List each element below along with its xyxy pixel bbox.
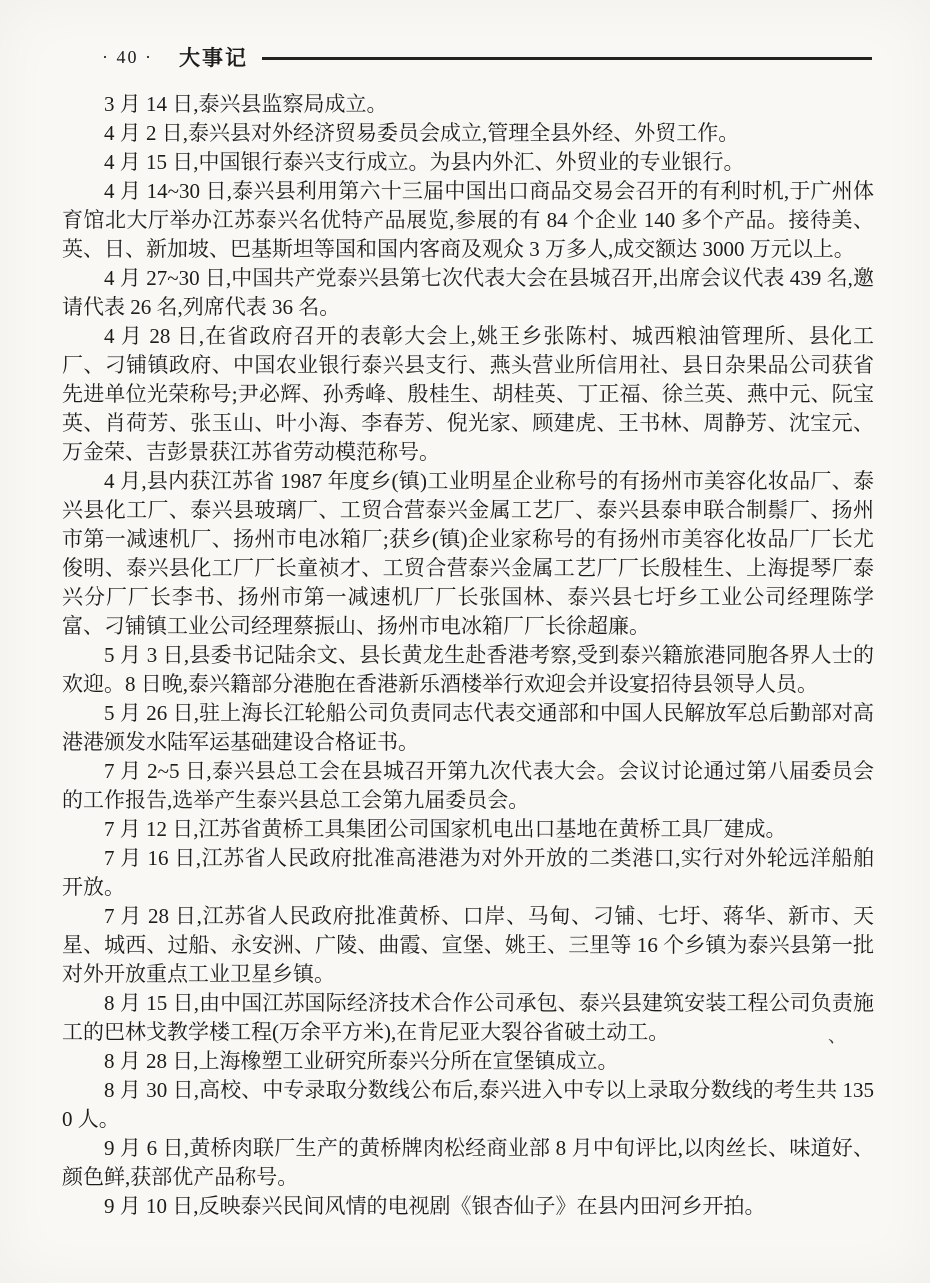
scan-artifact-mark: 、 (828, 1026, 846, 1046)
chronicle-paragraph: 4 月 15 日,中国银行泰兴支行成立。为县内外汇、外贸业的专业银行。 (104, 150, 745, 174)
chronicle-paragraph: 5 月 26 日,驻上海长江轮船公司负责同志代表交通部和中国人民解放军总后勤部对高港港颁发水陆军运基础建设合格证书。 (62, 701, 874, 754)
chronicle-paragraph: 9 月 6 日,黄桥肉联厂生产的黄桥牌肉松经商业部 8 月中旬评比,以肉丝长、味道好、颜色鲜,获部优产品称号。 (62, 1136, 874, 1189)
chronicle-paragraph: 7 月 16 日,江苏省人民政府批准高港港为对外开放的二类港口,实行对外轮远洋船舶开放。 (62, 846, 874, 899)
chronicle-paragraph: 7 月 12 日,江苏省黄桥工具集团公司国家机电出口基地在黄桥工具厂建成。 (104, 817, 787, 841)
chronicle-paragraph: 4 月 2 日,泰兴县对外经济贸易委员会成立,管理全县外经、外贸工作。 (104, 121, 740, 145)
section-title: 大事记 (179, 47, 248, 70)
page-header (64, 42, 872, 72)
chronicle-paragraph: 8 月 28 日,上海橡塑工业研究所泰兴分所在宣堡镇成立。 (104, 1049, 619, 1073)
chronicle-paragraph: 5 月 3 日,县委书记陆余文、县长黄龙生赴香港考察,受到泰兴籍旅港同胞各界人士的欢迎。8 日晚,泰兴籍部分港胞在香港新乐酒楼举行欢迎会并设宴招待县领导人员。 (62, 643, 874, 696)
chronicle-paragraph: 9 月 10 日,反映泰兴民间风情的电视剧《银杏仙子》在县内田河乡开拍。 (104, 1194, 766, 1218)
chronicle-body (62, 90, 874, 1221)
chronicle-paragraph: 8 月 15 日,由中国江苏国际经济技术合作公司承包、泰兴县建筑安装工程公司负责施工的巴林戈教学楼工程(万余平方米),在肯尼亚大裂谷省破土动工。 (62, 991, 874, 1044)
chronicle-paragraph: 4 月 14~30 日,泰兴县利用第六十三届中国出口商品交易会召开的有利时机,于广州体育馆北大厅举办江苏泰兴名优特产品展览,参展的有 84 个企业 140 多个产品。接待美、英、日、新加坡、巴基斯坦等国和国内客商及观众 3 万多人,成交额达 3000 万元以上。 (62, 179, 874, 261)
chronicle-paragraph: 7 月 28 日,江苏省人民政府批准黄桥、口岸、马甸、刁铺、七圩、蒋华、新市、天星、城西、过船、永安洲、广陵、曲霞、宣堡、姚王、三里等 16 个乡镇为泰兴县第一批对外开放重点工业卫星乡镇。 (62, 904, 874, 986)
chronicle-paragraph: 4 月 28 日,在省政府召开的表彰大会上,姚王乡张陈村、城西粮油管理所、县化工厂、刁铺镇政府、中国农业银行泰兴县支行、燕头营业所信用社、县日杂果品公司获省先进单位光荣称号;尹必辉、孙秀峰、殷桂生、胡桂英、丁正福、徐兰英、燕中元、阮宝英、肖荷芳、张玉山、叶小海、李春芳、倪光家、顾建虎、王书林、周静芳、沈宝元、万金荣、吉彭景获江苏省劳动模范称号。 (62, 324, 874, 464)
chronicle-paragraph: 7 月 2~5 日,泰兴县总工会在县城召开第九次代表大会。会议讨论通过第八届委员会的工作报告,选举产生泰兴县总工会第九届委员会。 (62, 759, 874, 812)
chronicle-paragraph: 3 月 14 日,泰兴县监察局成立。 (104, 92, 388, 116)
chronicle-paragraph: 8 月 30 日,高校、中专录取分数线公布后,泰兴进入中专以上录取分数线的考生共 1350 人。 (62, 1078, 874, 1131)
page-number: · 40 · (102, 46, 153, 67)
chronicle-paragraph: 4 月,县内获江苏省 1987 年度乡(镇)工业明星企业称号的有扬州市美容化妆品厂、泰兴县化工厂、泰兴县玻璃厂、工贸合营泰兴金属工艺厂、泰兴县泰申联合制鬃厂、扬州市第一减速机厂、扬州市电冰箱厂;获乡(镇)企业家称号的有扬州市美容化妆品厂厂长尤俊明、泰兴县化工厂厂长童祯才、工贸合营泰兴金属工艺厂厂长殷桂生、上海提琴厂泰兴分厂厂长李书、扬州市第一减速机厂厂长张国林、泰兴县七圩乡工业公司经理陈学富、刁铺镇工业公司经理蔡振山、扬州市电冰箱厂厂长徐超廉。 (62, 469, 874, 638)
header-rule-line (262, 57, 872, 60)
chronicle-paragraph: 4 月 27~30 日,中国共产党泰兴县第七次代表大会在县城召开,出席会议代表 439 名,邀请代表 26 名,列席代表 36 名。 (62, 266, 874, 319)
